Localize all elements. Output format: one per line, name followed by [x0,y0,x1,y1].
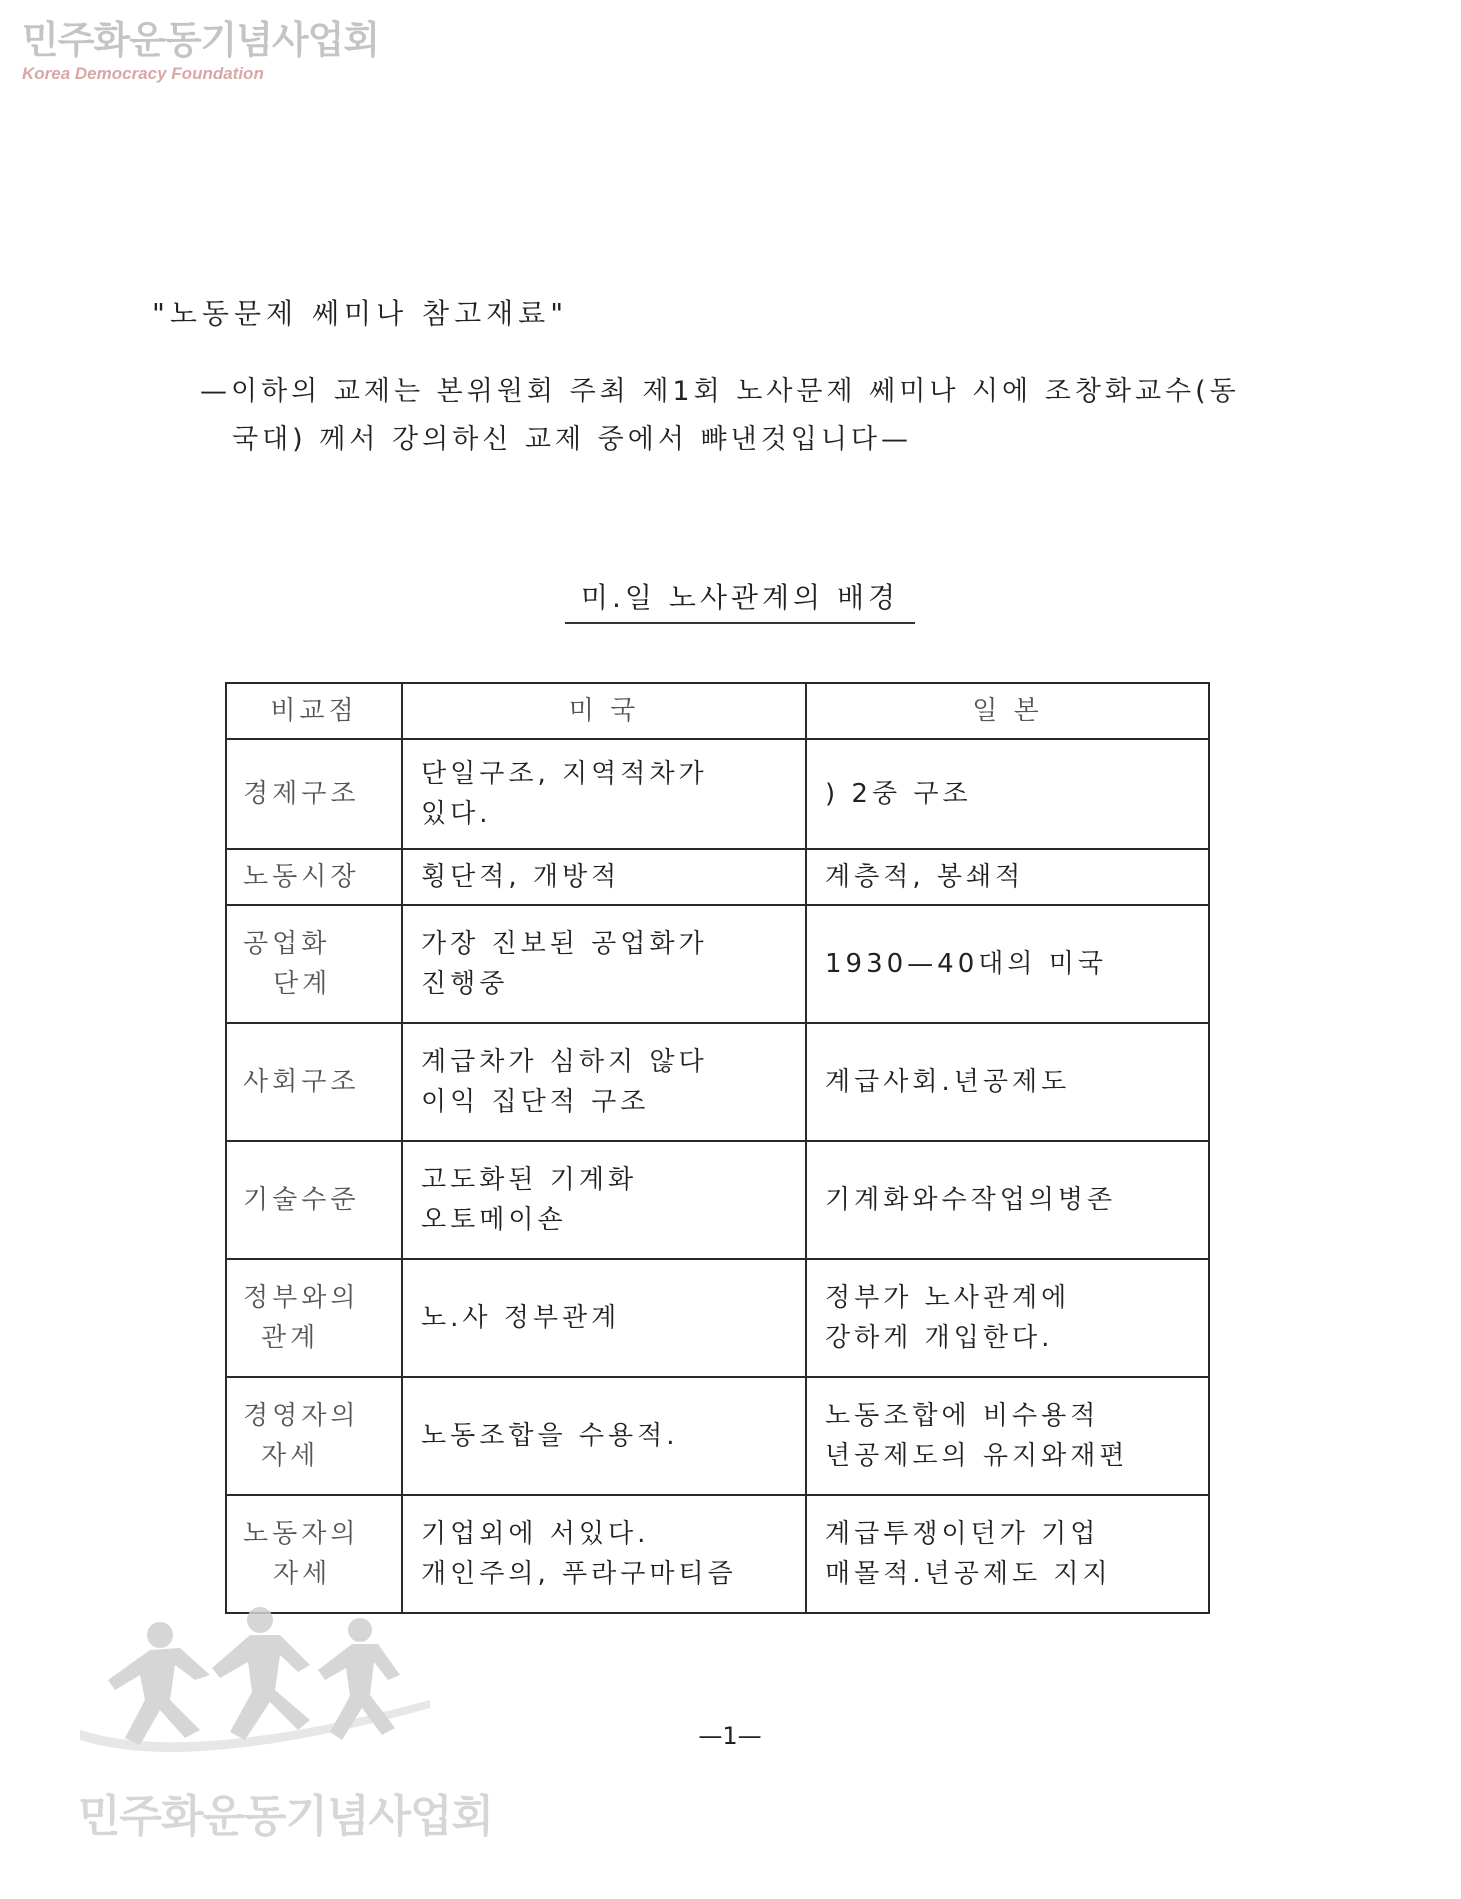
usa-cell-line: 노.사 정부관계 [421,1303,621,1333]
watermark-top [22,18,379,84]
table-row [226,739,1209,849]
usa-cell-line: 이익 집단적 구조 [421,1087,650,1117]
table-row [226,849,1209,905]
usa-cell [402,905,806,1023]
row-key-line: 노동시장 [243,862,360,892]
watermark-bottom-korean: 민주화운동기념사업회 [78,1791,494,1842]
watermark-korean: 민주화운동기념사업회 [22,17,380,62]
japan-cell [806,905,1209,1023]
usa-cell [402,1141,806,1259]
usa-cell-line: 고도화된 기계화 [421,1165,638,1195]
row-key [226,1259,402,1377]
usa-cell-line: 있다. [421,799,492,829]
usa-cell-line: 개인주의, 푸라구마티즘 [421,1559,737,1589]
header-japan: 일 본 [806,683,1209,739]
japan-cell-line: 계층적, 봉쇄적 [825,862,1025,892]
page-number: —1— [698,1722,762,1750]
row-key-line: 경영자의 [243,1401,360,1431]
row-key [226,1023,402,1141]
header-usa: 미 국 [402,683,806,739]
usa-cell-line: 계급차가 심하지 않다 [421,1047,708,1077]
usa-cell-line: 기업외에 서있다. [421,1519,650,1549]
row-key-line: 관계 [261,1323,320,1353]
table-row [226,1141,1209,1259]
japan-cell-line: 계급투쟁이던가 기업 [825,1519,1100,1549]
usa-cell-line: 가장 진보된 공업화가 [421,929,708,959]
row-key-line: 사회구조 [243,1067,360,1097]
row-key [226,1377,402,1495]
japan-cell-line: 년공제도의 유지와재편 [825,1441,1129,1471]
usa-cell [402,739,806,849]
japan-cell [806,1495,1209,1613]
japan-cell-line: 노동조합에 비수용적 [825,1401,1100,1431]
usa-cell [402,1377,806,1495]
usa-cell [402,849,806,905]
usa-cell-line: 오토메이숀 [421,1205,567,1235]
table-row [226,1259,1209,1377]
usa-cell [402,1023,806,1141]
usa-cell [402,1495,806,1613]
watermark-english: Korea Democracy Foundation [22,64,264,83]
row-key-line: 노동자의 [243,1519,360,1549]
row-key-line: 공업화 [243,929,331,959]
usa-cell-line: 단일구조, 지역적차가 [421,759,708,789]
usa-cell-line: 횡단적, 개방적 [421,862,621,892]
japan-cell [806,739,1209,849]
row-key-line: 단계 [273,969,332,999]
document-note [200,368,1320,464]
japan-cell [806,1377,1209,1495]
usa-cell-line: 진행중 [421,969,509,999]
row-key-line: 자세 [261,1441,320,1471]
comparison-table [225,682,1210,1614]
table-header-row [226,683,1209,739]
row-key [226,849,402,905]
document-title: "노동문제 쎄미나 참고재료" [152,297,569,330]
note-line-1: —이하의 교제는 본위원회 주최 제1회 노사문제 쎄미나 시에 조창화교수(동 [200,376,1240,407]
japan-cell [806,1141,1209,1259]
row-key-line: 경제구조 [243,779,360,809]
row-key-line: 정부와의 [243,1283,360,1313]
japan-cell-line: 계급사회.년공제도 [825,1067,1071,1097]
japan-cell-line: ) 2중 구조 [825,779,972,809]
japan-cell-line: 매몰적.년공제도 지지 [825,1559,1112,1589]
row-key-line: 자세 [273,1559,332,1589]
watermark-bottom [70,1580,494,1842]
japan-cell-line: 강하게 개입한다. [825,1323,1054,1353]
japan-cell-line: 정부가 노사관계에 [825,1283,1071,1313]
row-key-line: 기술수준 [243,1185,360,1215]
japan-cell-line: 1930—40대의 미국 [825,949,1107,979]
row-key [226,1141,402,1259]
table-heading: 미.일 노사관계의 배경 [565,576,915,624]
table-row [226,1377,1209,1495]
usa-cell-line: 노동조합을 수용적. [421,1421,679,1451]
table-row [226,905,1209,1023]
row-key [226,905,402,1023]
japan-cell [806,1259,1209,1377]
row-key [226,739,402,849]
note-line-2: 국대) 께서 강의하신 교제 중에서 뺘낸것입니다— [232,424,913,455]
japan-cell [806,1023,1209,1141]
usa-cell [402,1259,806,1377]
japan-cell [806,849,1209,905]
header-comparison: 비교점 [226,683,402,739]
running-figures-icon [70,1580,450,1780]
table-row [226,1023,1209,1141]
japan-cell-line: 기계화와수작업의병존 [825,1185,1117,1215]
